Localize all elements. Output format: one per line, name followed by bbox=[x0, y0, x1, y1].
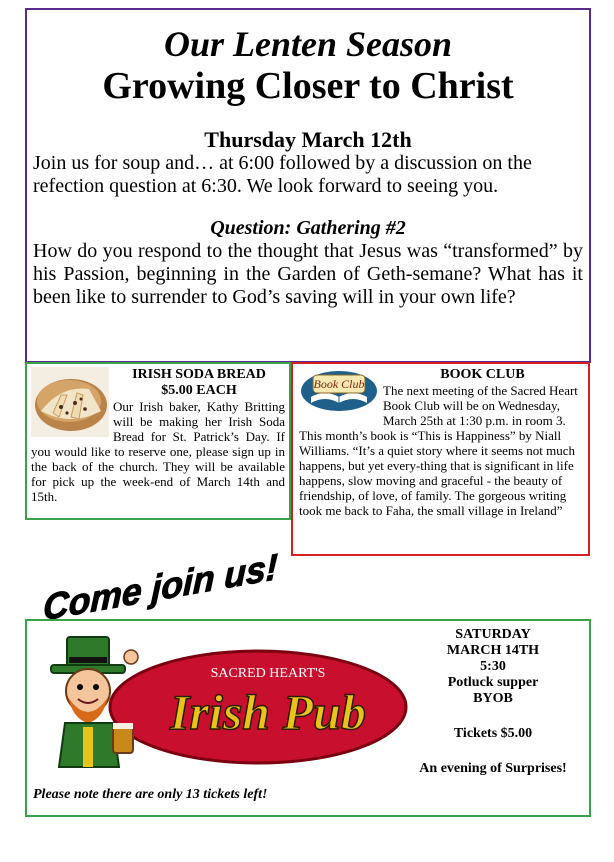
book-club-logo-text: Book Club bbox=[313, 377, 365, 391]
pub-logo-top-text: SACRED HEART'S bbox=[210, 666, 326, 681]
come-join-us-text: Come join us! bbox=[42, 545, 279, 629]
irish-pub-box bbox=[25, 619, 591, 817]
soda-bread-text: Our Irish baker, Kathy Britting will be making her Irish Soda Bread for St. Patrick’s Day. If you would like to reserve one, please sign up in the back of the church. They will be available for pick up the week-end of March 14th and 15th. bbox=[31, 399, 285, 504]
pub-byob: BYOB bbox=[473, 691, 513, 706]
lenten-season-box bbox=[25, 8, 591, 363]
soda-bread-price: $5.00 EACH bbox=[161, 383, 237, 398]
pub-surprises: An evening of Surprises! bbox=[419, 761, 567, 776]
pub-time: 5:30 bbox=[480, 659, 506, 674]
pub-supper: Potluck supper bbox=[447, 675, 539, 690]
soda-bread-icon bbox=[31, 367, 109, 437]
pub-date: MARCH 14TH bbox=[446, 643, 540, 658]
lenten-subtitle: Growing Closer to Christ bbox=[102, 65, 514, 107]
book-club-box bbox=[291, 362, 590, 556]
book-club-logo-icon bbox=[299, 367, 379, 413]
book-club-text: The next meeting of the Sacred Heart Book Club will be on Wednesday, March 25th at 1:30 p.m. in room 3. This month’s book is “This is Happiness” by Niall Williams. “It’s a quiet story where it seems not much happens, but yet every-thing that is significant in life happens, slow moving and graceful - the beauty of friendship, of love, of family. The gorgeous writing took me back to Faha, the small village in Ireland” bbox=[299, 383, 578, 518]
event-text: Join us for soup and… at 6:00 followed by a discussion on the refection question at 6:30. We look forward to seeing you. bbox=[33, 152, 532, 197]
come-join-us-graphic bbox=[42, 545, 279, 629]
pub-ticket-note: Please note there are only 13 tickets left! bbox=[33, 787, 268, 802]
pub-tickets: Tickets $5.00 bbox=[453, 726, 533, 741]
event-heading: Thursday March 12th bbox=[204, 127, 412, 152]
book-club-title: BOOK CLUB bbox=[440, 367, 525, 382]
pub-day: SATURDAY bbox=[455, 627, 531, 642]
question-text: How do you respond to the thought that Jesus was “transformed” by his Passion, beginning in the Garden of Geth-semane? What has it been like to surrender to God’s saving will in your own life? bbox=[33, 240, 583, 308]
irish-pub-logo bbox=[33, 627, 408, 777]
question-heading: Question: Gathering #2 bbox=[210, 217, 406, 239]
soda-bread-box bbox=[25, 362, 291, 520]
pub-logo-main-text: Irish Pub bbox=[170, 684, 366, 740]
pub-event-info bbox=[399, 627, 587, 777]
soda-bread-title: IRISH SODA BREAD bbox=[132, 367, 266, 382]
lenten-title: Our Lenten Season bbox=[163, 24, 453, 64]
